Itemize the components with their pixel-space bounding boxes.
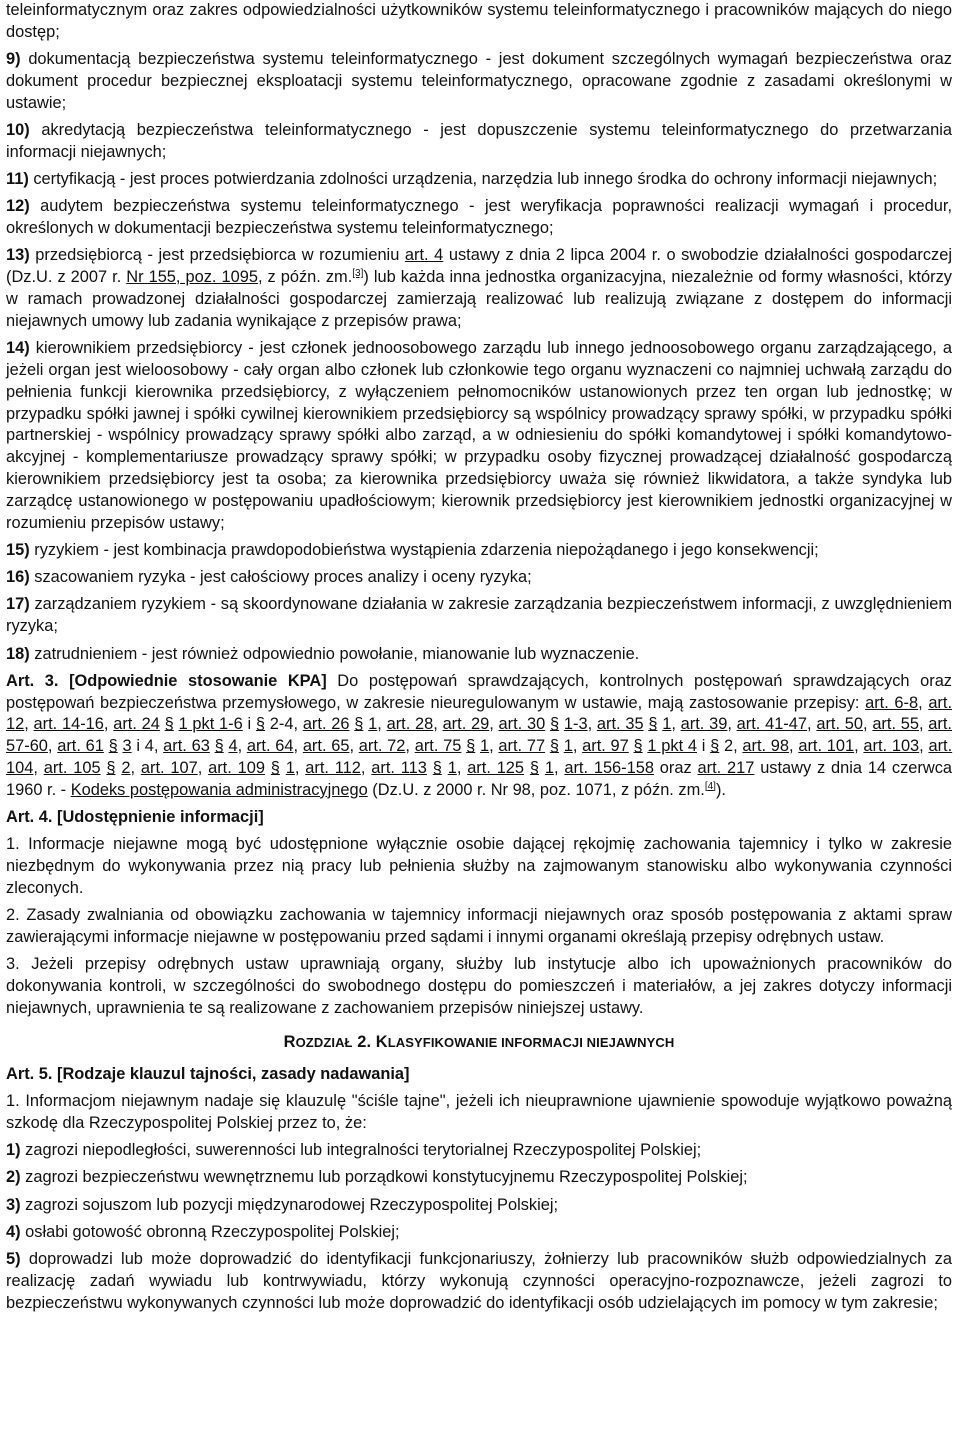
article-heading: Art. 3. [Odpowiednie stosowanie KPA] (6, 671, 327, 690)
reference-separator: i 4, (131, 737, 164, 756)
reference-separator: , (293, 737, 303, 756)
definition-item (6, 338, 952, 534)
definition-text: zatrudnieniem - jest również odpowiednio powołanie, mianowanie lub wyznaczenie. (34, 644, 640, 663)
reference-link[interactable]: art. 57-60 (6, 715, 952, 756)
reference-link[interactable]: 1 (662, 715, 672, 734)
reference-link[interactable]: Kodeks postępowania administracyjnego (70, 780, 368, 799)
definition-text: certyfikacją - jest proces potwierdzania zdolności urządzenia, narzędzia lub innego środka do ochrony informacji niejawnych; (33, 170, 938, 189)
reference-separator: oraz (653, 759, 698, 777)
reference-separator: , (918, 715, 929, 734)
reference-link[interactable]: 1 (544, 759, 554, 777)
reference-separator: , (807, 715, 817, 734)
paragraph-link[interactable]: § (549, 737, 559, 756)
reference-link[interactable]: 1 (368, 715, 378, 734)
item-text: osłabi gotowość obronną Rzeczypospolitej Polskiej; (25, 1222, 400, 1241)
reference-link[interactable]: art. 24 (113, 715, 160, 734)
definition-text: ustawy z dnia 2 lipca 2004 r. o swobodzie działalności gospodarczej (Dz.U. z 2007 r. (6, 246, 952, 287)
reference-link[interactable]: art. 97 (582, 737, 629, 756)
list-item (6, 1167, 952, 1189)
reference-separator: , (197, 759, 209, 777)
reference-separator: , (587, 715, 597, 734)
paragraph-link[interactable]: § (214, 737, 224, 756)
reference-link[interactable]: art. 6-8 (865, 693, 919, 712)
chapter-title-initial: K (375, 1032, 388, 1051)
definition-text: przedsiębiorcą - jest przedsiębiorca w rozumieniu (35, 246, 405, 265)
reference-link[interactable]: art. 61 (57, 737, 104, 756)
reference-separator: , (863, 715, 873, 734)
item-text: doprowadzi lub może doprowadzić do identyfikacji funkcjonariuszy, żołnierzy lub pracowników służb odpowiedzialnych za realizację zadań wywiadu lub kontrwywiadu, którzy wykonują czynności operacyjno-rozpoznawcze, jeżeli zagrozi to bezpieczeństwu wykonywanych czynności lub może doprowadzić do identyfikacji osób udzielających im pomocy w tym zakresie; (6, 1250, 952, 1312)
paragraph-link[interactable]: § (354, 715, 364, 734)
definition-number: 9) (6, 50, 21, 69)
reference-link[interactable]: art. 28 (386, 715, 434, 734)
reference-link[interactable]: art. 12 (6, 693, 952, 734)
reference-link[interactable]: 1 (447, 759, 457, 777)
list-item (6, 1249, 952, 1314)
paragraph-link[interactable]: § (529, 759, 539, 777)
reference-link[interactable]: art. 72 (358, 737, 406, 756)
reference-link[interactable]: art. 30 (498, 715, 546, 734)
reference-link[interactable]: art. 64 (246, 737, 294, 756)
reference-separator: , (405, 737, 415, 756)
chapter-word: OZDZIAŁ (295, 1034, 353, 1050)
reference-separator: , (237, 737, 247, 756)
reference-link[interactable]: art. 104 (6, 737, 953, 777)
definition-text: akredytacją bezpieczeństwa teleinformatycznego - jest dopuszczenie systemu teleinformatycznego do przetwarzania informacji niejawnych; (6, 120, 952, 161)
reference-link[interactable]: art. 101 (798, 737, 855, 756)
journal-link[interactable]: Nr 155, poz. 1095 (126, 268, 258, 287)
paragraph-link[interactable]: § (549, 715, 560, 734)
item-number: 1) (6, 1140, 21, 1159)
reference-link[interactable]: art. 41-47 (736, 715, 808, 734)
reference-separator: , (919, 737, 929, 756)
paragraph-link[interactable]: § (255, 715, 266, 734)
article-3 (6, 671, 952, 802)
reference-link[interactable]: art. 39 (680, 715, 728, 734)
definition-item (6, 169, 952, 191)
reference-link[interactable]: art. 14-16 (33, 715, 104, 734)
reference-separator: , (360, 759, 372, 777)
reference-link[interactable]: art. 65 (302, 737, 350, 756)
definition-item (6, 245, 952, 332)
reference-separator: ustawy z dnia 14 czerwca 1960 r. - (6, 759, 953, 799)
reference-link[interactable]: art. 26 (302, 715, 350, 734)
definition-item (6, 196, 952, 240)
reference-separator: , (489, 715, 499, 734)
reference-link[interactable]: art. 29 (442, 715, 490, 734)
reference-link[interactable]: art. 77 (498, 737, 546, 756)
reference-separator: 2, (719, 737, 743, 756)
definition-number: 10) (6, 120, 30, 139)
reference-link[interactable]: 4 (228, 737, 238, 756)
list-item (6, 1140, 952, 1162)
paragraph-link[interactable]: § (432, 759, 442, 777)
reference-separator: , (377, 715, 387, 734)
paragraph-link[interactable]: § (466, 737, 476, 756)
definition-continuation (6, 0, 952, 44)
reference-link[interactable]: art. 35 (596, 715, 644, 734)
definition-number: 18) (6, 644, 30, 663)
reference-link[interactable]: art. 63 (163, 737, 210, 756)
paragraph-link[interactable]: § (710, 737, 720, 756)
article-paragraph: 1. Informacjom niejawnym nadaje się klauzulę "ściśle tajne", jeżeli ich nieuprawnione ujawnienie spowoduje wyjątkowo poważną szkodę dla Rzeczypospolitej Polskiej przez to, że: (6, 1091, 952, 1132)
reference-separator: (Dz.U. z 2000 r. Nr 98, poz. 1071, z późn. zm. (367, 780, 705, 799)
article-paragraph: 1. Informacje niejawne mogą być udostępnione wyłącznie osobie dającej rękojmię zachowania tajemnicy i tylko w zakresie niezbędnym do wykonywania przez nią pracy lub pełnienia służby na zajmowanym stanowisku albo wykonywania czynności zleconych. (6, 835, 952, 897)
reference-separator: , (24, 715, 34, 734)
definition-text: audytem bezpieczeństwa systemu teleinformatycznego - jest weryfikacja poprawności realizacji wymagań i procedur, określonych w dokumentacji bezpieczeństwa systemu teleinformatycznego; (6, 197, 952, 238)
reference-separator: 2-4, (265, 715, 303, 734)
reference-separator: i (696, 737, 711, 756)
chapter-initial: R (283, 1032, 296, 1051)
article-text: ). (715, 780, 726, 799)
reference-separator: , (103, 715, 114, 734)
reference-separator: , (727, 715, 737, 734)
item-number: 2) (6, 1168, 21, 1187)
article-heading: Art. 5. [Rodzaje klauzul tajności, zasady nadawania] (6, 1064, 410, 1083)
reference-link[interactable]: 1 (285, 759, 295, 777)
reference-link[interactable]: art. 125 (467, 759, 525, 777)
paragraph-link[interactable]: § (648, 715, 658, 734)
item-number: 3) (6, 1195, 21, 1214)
definition-number: 11) (6, 170, 29, 189)
definition-item (6, 644, 952, 666)
definition-number: 13) (6, 246, 30, 265)
list-item (6, 1195, 952, 1217)
reference-separator: , (456, 759, 468, 777)
footnote-link[interactable]: [4] (704, 780, 716, 792)
definition-text: dokumentacją bezpieczeństwa systemu teleinformatycznego - jest dokument szczególnych wymagań bezpieczeństwa oraz dokument procedur bezpiecznej eksploatacji systemu teleinformatycznego, opracowane zgodnie z zasadami określonymi w ustawie; (6, 50, 952, 112)
definition-number: 15) (6, 540, 30, 559)
article-text: Do postępowań sprawdzających, kontrolnych postępowań sprawdzających oraz postępowań bezpieczeństwa przemysłowego, w zakresie nieuregulowanym w ustawie, mają zastosowanie przepisy: (6, 671, 953, 712)
reference-separator: , (572, 737, 583, 756)
reference-link[interactable]: art. 103 (863, 737, 920, 756)
item-text: zagrozi sojuszom lub pozycji międzynarodowej Rzeczypospolitej Polskiej; (25, 1195, 559, 1214)
reference-link[interactable]: art. 217 (697, 759, 755, 777)
definition-number: 14) (6, 339, 30, 358)
reference-link[interactable]: art. 50 (816, 715, 863, 734)
item-number: 5) (6, 1250, 21, 1269)
reference-link[interactable]: art. 113 (371, 759, 427, 777)
item-text: zagrozi niepodległości, suwerenności lub integralności terytorialnej Rzeczypospolitej Polskiej; (25, 1140, 702, 1159)
reference-separator: , (553, 759, 565, 777)
list-item (6, 1222, 952, 1244)
reference-separator: , (854, 737, 864, 756)
reference-separator: , (349, 737, 359, 756)
paragraph-link[interactable]: § (270, 759, 280, 777)
reference-link[interactable]: 2 (121, 759, 131, 777)
definition-item (6, 540, 952, 562)
paragraph-link[interactable]: § (164, 715, 174, 734)
reference-separator: , (294, 759, 306, 777)
reference-link[interactable]: art. 156-158 (564, 759, 654, 777)
article-paragraph: 3. Jeżeli przepisy odrębnych ustaw uprawniają organy, służby lub instytucje albo ich upoważnionych pracowników do dokonywania kontroli, w szczególności do swobodnego dostępu do pomieszczeń i materiałów, a jej zakres dotyczy informacji niejawnych, uprawnienia te są realizowane z zachowaniem przepisów niniejszej ustawy. (6, 955, 952, 1017)
definition-item (6, 49, 952, 114)
reference-link[interactable]: art. 112 (305, 759, 361, 777)
reference-link[interactable]: 1-3 (563, 715, 588, 734)
reference-separator: i (242, 715, 256, 734)
definition-number: 16) (6, 568, 30, 587)
chapter-number: 2. (352, 1032, 376, 1051)
definition-text: kierownikiem przedsiębiorcy - jest członek jednoosobowego zarządu lub innego jednoosobowego organu zarządzającego, a jeżeli organ jest wieloosobowy - cały organ albo członek lub członkowie tego organu wyznaczeni co najmniej uchwałą zarządu do pełnienia funkcji kierownika przedsiębiorcy, z wyłączeniem pełnomocników ustanowionych przez ten organ lub jednostkę; w przypadku spółki jawnej i spółki cywilnej kierownikiem przedsiębiorcy są wspólnicy prowadzący sprawy spółki, w przypadku spółki partnerskiej - wspólnicy prowadzący sprawy spółki albo zarząd, a w odniesieniu do spółki komandytowej i spółki komandytowo-akcyjnej - komplementariusze prowadzący sprawy spółki; w przypadku osoby fizycznej prowadzącej działalność gospodarczą kierownikiem przedsiębiorcy jest ta osoba; za kierownika przedsiębiorcy uważa się również likwidatora, a także syndyka lub zarządcę ustanowionego w postępowaniu upadłościowym; kierownik przedsiębiorcy jest kierownikiem jednostki organizacyjnej w rozumieniu przepisów ustawy; (6, 339, 952, 532)
chapter-heading (6, 1032, 952, 1054)
paragraph-link[interactable]: § (108, 737, 118, 756)
reference-link[interactable]: art. 98 (742, 737, 790, 756)
reference-link[interactable]: 1 (480, 737, 490, 756)
paragraph-link[interactable]: § (633, 737, 643, 756)
article-link[interactable]: art. 4 (404, 246, 444, 265)
definition-item (6, 567, 952, 589)
item-text: zagrozi bezpieczeństwu wewnętrznemu lub porządkowi konstytucyjnemu Rzeczypospolitej Polskiej; (25, 1168, 748, 1187)
definition-text: ) lub każda inna jednostka organizacyjna, niezależnie od formy własności, którzy w ramach prowadzonej działalności gospodarczej zamierzają realizować lub realizują związane z dostępem do informacji niejawnych umowy lub zadania wynikające z przepisów prawa; (6, 268, 952, 330)
definition-text: ryzykiem - jest kombinacja prawdopodobieństwa wystąpienia zdarzenia niepożądanego i jego konsekwencji; (34, 540, 819, 559)
reference-separator: , (918, 693, 929, 712)
reference-separator: , (130, 759, 141, 777)
definition-number: 12) (6, 197, 30, 216)
reference-link[interactable]: 1 pkt 4 (647, 737, 697, 756)
reference-separator: , (789, 737, 799, 756)
reference-separator: , (33, 759, 44, 777)
chapter-title: LASYFIKOWANIE INFORMACJI NIEJAWNYCH (387, 1034, 675, 1050)
definition-text: szacowaniem ryzyka - jest całościowy proces analizy i oceny ryzyka; (34, 568, 532, 587)
definition-item (6, 594, 952, 638)
definition-text: teleinformatycznym oraz zakres odpowiedzialności użytkowników systemu teleinformatycznego i pracowników mających do niego dostęp; (6, 1, 952, 41)
reference-separator: , (489, 737, 499, 756)
reference-link[interactable]: 1 (563, 737, 573, 756)
footnote-link[interactable]: [3] (352, 268, 364, 280)
reference-link[interactable]: 1 pkt 1-6 (178, 715, 243, 734)
reference-link[interactable]: art. 55 (872, 715, 919, 734)
reference-separator: , (47, 737, 58, 756)
item-number: 4) (6, 1222, 21, 1241)
reference-separator: , (671, 715, 681, 734)
reference-link[interactable]: art. 109 (208, 759, 265, 777)
reference-separator: , (433, 715, 443, 734)
definition-item (6, 120, 952, 164)
article-paragraph: 2. Zasady zwalniania od obowiązku zachowania w tajemnicy informacji niejawnych oraz sposób postępowania z aktami spraw zawierającymi informacje niejawne w postępowaniu przed sądami i innymi organami określają przepisy odrębnych ustaw. (6, 906, 952, 947)
definition-text: , z późn. zm. (257, 268, 353, 287)
definition-text: zarządzaniem ryzykiem - są skoordynowane działania w zakresie zarządzania bezpieczeństwem informacji, z uwzględnieniem ryzyka; (6, 595, 953, 636)
reference-link[interactable]: art. 107 (140, 759, 198, 777)
article-heading: Art. 4. [Udostępnienie informacji] (6, 808, 264, 827)
definition-number: 17) (6, 595, 30, 614)
reference-link[interactable]: art. 105 (43, 759, 101, 777)
reference-link[interactable]: art. 75 (414, 737, 462, 756)
reference-link[interactable]: 3 (122, 737, 132, 756)
paragraph-link[interactable]: § (106, 759, 116, 777)
